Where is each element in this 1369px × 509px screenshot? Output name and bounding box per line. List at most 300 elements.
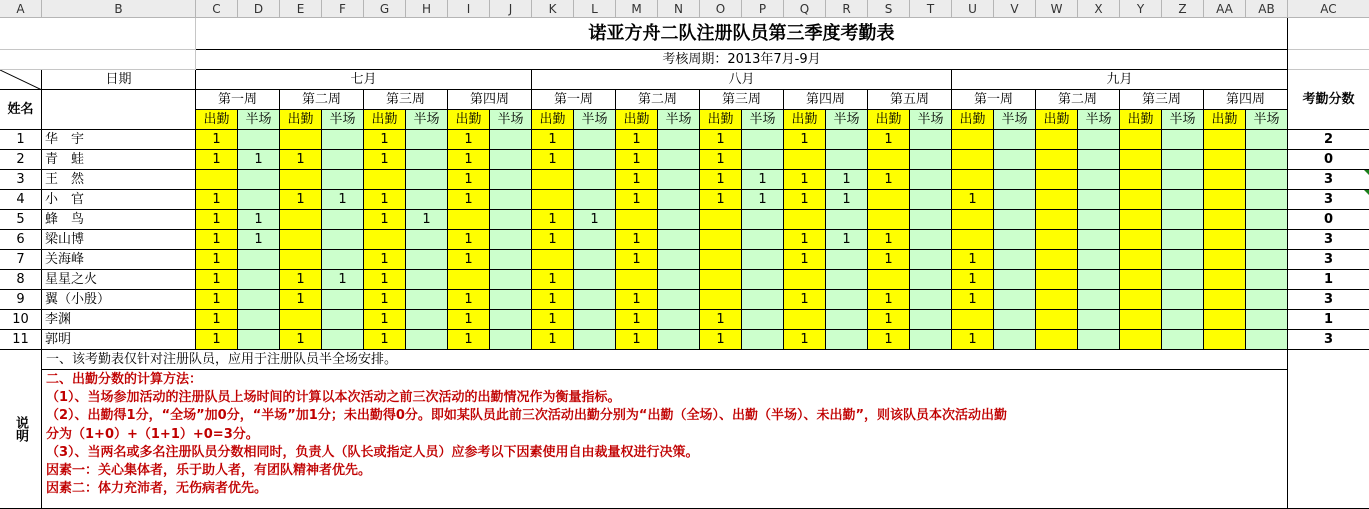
column-header[interactable]: M: [616, 0, 658, 18]
attendance-cell[interactable]: [1120, 270, 1162, 290]
attendance-cell[interactable]: [658, 150, 700, 170]
attendance-cell[interactable]: [238, 250, 280, 270]
column-header[interactable]: C: [196, 0, 238, 18]
attendance-cell[interactable]: [910, 230, 952, 250]
attendance-cell[interactable]: 1: [784, 250, 826, 270]
column-header[interactable]: Y: [1120, 0, 1162, 18]
attendance-cell[interactable]: [1204, 290, 1246, 310]
attendance-cell[interactable]: [532, 190, 574, 210]
attendance-cell[interactable]: [742, 210, 784, 230]
attendance-cell[interactable]: 1: [196, 130, 238, 150]
attendance-cell[interactable]: [1078, 330, 1120, 350]
attendance-cell[interactable]: [238, 270, 280, 290]
attendance-cell[interactable]: [1246, 230, 1288, 250]
attendance-cell[interactable]: [910, 170, 952, 190]
attendance-cell[interactable]: [994, 290, 1036, 310]
attendance-cell[interactable]: [658, 330, 700, 350]
column-header[interactable]: Q: [784, 0, 826, 18]
member-name[interactable]: 青 蛙: [42, 150, 196, 170]
attendance-cell[interactable]: [574, 290, 616, 310]
attendance-cell[interactable]: 1: [238, 210, 280, 230]
member-number[interactable]: 10: [0, 310, 42, 330]
attendance-cell[interactable]: [1246, 270, 1288, 290]
attendance-cell[interactable]: 1: [784, 290, 826, 310]
attendance-cell[interactable]: [826, 130, 868, 150]
attendance-cell[interactable]: [952, 230, 994, 250]
attendance-cell[interactable]: 1: [952, 250, 994, 270]
attendance-cell[interactable]: 1: [784, 170, 826, 190]
column-header[interactable]: P: [742, 0, 784, 18]
attendance-cell[interactable]: 1: [700, 310, 742, 330]
attendance-cell[interactable]: [742, 290, 784, 310]
attendance-cell[interactable]: [280, 230, 322, 250]
attendance-cell[interactable]: [994, 210, 1036, 230]
attendance-cell[interactable]: [1120, 330, 1162, 350]
attendance-cell[interactable]: 1: [280, 330, 322, 350]
member-name[interactable]: 李渊: [42, 310, 196, 330]
attendance-cell[interactable]: 1: [196, 150, 238, 170]
attendance-cell[interactable]: 1: [448, 230, 490, 250]
attendance-cell[interactable]: [322, 310, 364, 330]
member-score[interactable]: 3: [1288, 290, 1369, 310]
attendance-cell[interactable]: [1246, 330, 1288, 350]
member-number[interactable]: 8: [0, 270, 42, 290]
attendance-cell[interactable]: [574, 170, 616, 190]
attendance-cell[interactable]: 1: [700, 170, 742, 190]
attendance-cell[interactable]: 1: [532, 230, 574, 250]
attendance-cell[interactable]: [490, 150, 532, 170]
attendance-cell[interactable]: 1: [574, 210, 616, 230]
attendance-cell[interactable]: 1: [952, 330, 994, 350]
attendance-cell[interactable]: 1: [784, 230, 826, 250]
attendance-cell[interactable]: [1162, 210, 1204, 230]
attendance-cell[interactable]: [742, 330, 784, 350]
attendance-cell[interactable]: [1246, 170, 1288, 190]
attendance-cell[interactable]: 1: [784, 190, 826, 210]
attendance-cell[interactable]: [952, 170, 994, 190]
member-name[interactable]: 王 然: [42, 170, 196, 190]
attendance-cell[interactable]: [784, 270, 826, 290]
member-number[interactable]: 4: [0, 190, 42, 210]
attendance-cell[interactable]: [994, 130, 1036, 150]
attendance-cell[interactable]: [1204, 330, 1246, 350]
attendance-cell[interactable]: [1162, 130, 1204, 150]
column-header[interactable]: H: [406, 0, 448, 18]
attendance-cell[interactable]: 1: [868, 230, 910, 250]
attendance-cell[interactable]: [1162, 330, 1204, 350]
column-header[interactable]: AA: [1204, 0, 1246, 18]
attendance-cell[interactable]: 1: [616, 130, 658, 150]
attendance-cell[interactable]: 1: [448, 170, 490, 190]
attendance-cell[interactable]: [826, 210, 868, 230]
column-header[interactable]: K: [532, 0, 574, 18]
column-header[interactable]: E: [280, 0, 322, 18]
attendance-cell[interactable]: [322, 250, 364, 270]
attendance-cell[interactable]: [1036, 270, 1078, 290]
attendance-cell[interactable]: [910, 130, 952, 150]
column-header[interactable]: L: [574, 0, 616, 18]
attendance-cell[interactable]: 1: [532, 330, 574, 350]
attendance-cell[interactable]: [574, 310, 616, 330]
attendance-cell[interactable]: [406, 170, 448, 190]
attendance-cell[interactable]: [910, 190, 952, 210]
attendance-cell[interactable]: [406, 290, 448, 310]
attendance-cell[interactable]: [238, 290, 280, 310]
member-score[interactable]: 1: [1288, 270, 1369, 290]
attendance-cell[interactable]: [1162, 290, 1204, 310]
attendance-cell[interactable]: [406, 190, 448, 210]
attendance-cell[interactable]: 1: [322, 270, 364, 290]
attendance-cell[interactable]: [1078, 270, 1120, 290]
attendance-cell[interactable]: [868, 270, 910, 290]
attendance-cell[interactable]: [952, 310, 994, 330]
attendance-cell[interactable]: [574, 150, 616, 170]
attendance-cell[interactable]: 1: [700, 190, 742, 210]
member-number[interactable]: 7: [0, 250, 42, 270]
attendance-cell[interactable]: [994, 270, 1036, 290]
attendance-cell[interactable]: 1: [532, 150, 574, 170]
attendance-cell[interactable]: 1: [364, 310, 406, 330]
attendance-cell[interactable]: [1204, 250, 1246, 270]
attendance-cell[interactable]: 1: [196, 270, 238, 290]
attendance-cell[interactable]: [280, 250, 322, 270]
attendance-cell[interactable]: [1246, 130, 1288, 150]
attendance-cell[interactable]: [1036, 130, 1078, 150]
attendance-cell[interactable]: [322, 230, 364, 250]
attendance-cell[interactable]: 1: [532, 270, 574, 290]
attendance-cell[interactable]: [1204, 190, 1246, 210]
attendance-cell[interactable]: [994, 330, 1036, 350]
member-name[interactable]: 华 宇: [42, 130, 196, 150]
column-header[interactable]: B: [42, 0, 196, 18]
attendance-cell[interactable]: [658, 250, 700, 270]
attendance-cell[interactable]: 1: [406, 210, 448, 230]
attendance-cell[interactable]: [406, 330, 448, 350]
attendance-cell[interactable]: [1120, 290, 1162, 310]
attendance-cell[interactable]: [238, 310, 280, 330]
column-header[interactable]: O: [700, 0, 742, 18]
attendance-cell[interactable]: 1: [826, 190, 868, 210]
attendance-cell[interactable]: 1: [364, 190, 406, 210]
attendance-cell[interactable]: [490, 330, 532, 350]
attendance-cell[interactable]: [490, 170, 532, 190]
attendance-cell[interactable]: [1120, 190, 1162, 210]
attendance-cell[interactable]: [994, 190, 1036, 210]
attendance-cell[interactable]: 1: [448, 330, 490, 350]
attendance-cell[interactable]: [238, 170, 280, 190]
attendance-cell[interactable]: [1162, 310, 1204, 330]
member-name[interactable]: 小 官: [42, 190, 196, 210]
attendance-cell[interactable]: [1204, 210, 1246, 230]
attendance-cell[interactable]: [1036, 170, 1078, 190]
attendance-cell[interactable]: 1: [700, 150, 742, 170]
attendance-cell[interactable]: [868, 150, 910, 170]
attendance-cell[interactable]: 1: [448, 190, 490, 210]
attendance-cell[interactable]: 1: [784, 330, 826, 350]
attendance-cell[interactable]: [1204, 230, 1246, 250]
attendance-cell[interactable]: [658, 190, 700, 210]
attendance-cell[interactable]: [1120, 150, 1162, 170]
attendance-cell[interactable]: [742, 310, 784, 330]
attendance-cell[interactable]: 1: [238, 230, 280, 250]
attendance-cell[interactable]: 1: [280, 150, 322, 170]
member-number[interactable]: 3: [0, 170, 42, 190]
attendance-cell[interactable]: 1: [448, 310, 490, 330]
attendance-cell[interactable]: [910, 270, 952, 290]
attendance-cell[interactable]: [322, 290, 364, 310]
attendance-cell[interactable]: 1: [322, 190, 364, 210]
attendance-cell[interactable]: [994, 250, 1036, 270]
column-header[interactable]: W: [1036, 0, 1078, 18]
attendance-cell[interactable]: 1: [532, 310, 574, 330]
attendance-cell[interactable]: 1: [868, 310, 910, 330]
attendance-cell[interactable]: 1: [868, 170, 910, 190]
attendance-cell[interactable]: [826, 250, 868, 270]
attendance-cell[interactable]: 1: [700, 130, 742, 150]
attendance-cell[interactable]: [700, 210, 742, 230]
attendance-cell[interactable]: [322, 150, 364, 170]
attendance-cell[interactable]: 1: [364, 210, 406, 230]
member-number[interactable]: 1: [0, 130, 42, 150]
attendance-cell[interactable]: 1: [826, 230, 868, 250]
attendance-cell[interactable]: [490, 130, 532, 150]
member-name[interactable]: 蜂 鸟: [42, 210, 196, 230]
attendance-cell[interactable]: [1204, 270, 1246, 290]
attendance-cell[interactable]: [1036, 310, 1078, 330]
attendance-cell[interactable]: 1: [532, 290, 574, 310]
attendance-cell[interactable]: [994, 150, 1036, 170]
attendance-cell[interactable]: [1120, 130, 1162, 150]
attendance-cell[interactable]: [910, 290, 952, 310]
attendance-cell[interactable]: [1078, 250, 1120, 270]
attendance-cell[interactable]: [490, 250, 532, 270]
member-number[interactable]: 2: [0, 150, 42, 170]
attendance-cell[interactable]: 1: [616, 310, 658, 330]
attendance-cell[interactable]: [490, 290, 532, 310]
attendance-cell[interactable]: 1: [280, 190, 322, 210]
attendance-cell[interactable]: [1036, 230, 1078, 250]
attendance-cell[interactable]: [574, 230, 616, 250]
attendance-cell[interactable]: [1162, 250, 1204, 270]
attendance-cell[interactable]: 1: [952, 270, 994, 290]
attendance-cell[interactable]: [784, 210, 826, 230]
attendance-cell[interactable]: [994, 230, 1036, 250]
attendance-cell[interactable]: [1036, 150, 1078, 170]
attendance-cell[interactable]: [742, 270, 784, 290]
attendance-cell[interactable]: [1120, 230, 1162, 250]
attendance-cell[interactable]: [238, 330, 280, 350]
attendance-cell[interactable]: [658, 210, 700, 230]
column-header[interactable]: V: [994, 0, 1036, 18]
attendance-cell[interactable]: [1162, 230, 1204, 250]
attendance-cell[interactable]: [910, 210, 952, 230]
column-header[interactable]: Z: [1162, 0, 1204, 18]
attendance-cell[interactable]: [910, 150, 952, 170]
attendance-cell[interactable]: 1: [364, 250, 406, 270]
attendance-cell[interactable]: [532, 170, 574, 190]
attendance-cell[interactable]: [490, 190, 532, 210]
attendance-cell[interactable]: [742, 150, 784, 170]
attendance-cell[interactable]: [532, 250, 574, 270]
attendance-cell[interactable]: 1: [784, 130, 826, 150]
attendance-cell[interactable]: [658, 130, 700, 150]
member-score[interactable]: 3: [1288, 250, 1369, 270]
attendance-cell[interactable]: [910, 330, 952, 350]
attendance-cell[interactable]: 1: [364, 150, 406, 170]
member-name[interactable]: 星星之火: [42, 270, 196, 290]
attendance-cell[interactable]: [1162, 190, 1204, 210]
column-header[interactable]: S: [868, 0, 910, 18]
column-header[interactable]: R: [826, 0, 868, 18]
attendance-cell[interactable]: [826, 330, 868, 350]
attendance-cell[interactable]: [1078, 150, 1120, 170]
attendance-cell[interactable]: 1: [868, 330, 910, 350]
attendance-cell[interactable]: [322, 330, 364, 350]
attendance-cell[interactable]: [490, 210, 532, 230]
column-header[interactable]: J: [490, 0, 532, 18]
column-header[interactable]: U: [952, 0, 994, 18]
attendance-cell[interactable]: [490, 230, 532, 250]
member-score[interactable]: 3: [1288, 190, 1369, 210]
member-score[interactable]: 0: [1288, 150, 1369, 170]
attendance-cell[interactable]: [742, 250, 784, 270]
attendance-cell[interactable]: [1078, 190, 1120, 210]
attendance-cell[interactable]: 1: [742, 170, 784, 190]
attendance-cell[interactable]: 1: [448, 150, 490, 170]
attendance-cell[interactable]: [406, 250, 448, 270]
attendance-cell[interactable]: [742, 130, 784, 150]
member-score[interactable]: 3: [1288, 330, 1369, 350]
column-header[interactable]: AC: [1288, 0, 1369, 18]
attendance-cell[interactable]: [826, 150, 868, 170]
attendance-cell[interactable]: 1: [448, 250, 490, 270]
attendance-cell[interactable]: [448, 270, 490, 290]
attendance-cell[interactable]: 1: [532, 210, 574, 230]
member-number[interactable]: 5: [0, 210, 42, 230]
attendance-cell[interactable]: 1: [616, 170, 658, 190]
attendance-cell[interactable]: [1246, 310, 1288, 330]
attendance-cell[interactable]: [1120, 250, 1162, 270]
attendance-cell[interactable]: [364, 230, 406, 250]
member-name[interactable]: 梁山博: [42, 230, 196, 250]
attendance-cell[interactable]: [1246, 210, 1288, 230]
attendance-cell[interactable]: [448, 210, 490, 230]
attendance-cell[interactable]: 1: [868, 290, 910, 310]
attendance-cell[interactable]: [280, 130, 322, 150]
attendance-cell[interactable]: [742, 230, 784, 250]
attendance-cell[interactable]: [406, 310, 448, 330]
attendance-cell[interactable]: [868, 190, 910, 210]
attendance-cell[interactable]: [1246, 150, 1288, 170]
attendance-cell[interactable]: 1: [238, 150, 280, 170]
attendance-cell[interactable]: [700, 270, 742, 290]
attendance-cell[interactable]: 1: [868, 130, 910, 150]
attendance-cell[interactable]: 1: [952, 290, 994, 310]
attendance-cell[interactable]: 1: [616, 190, 658, 210]
member-name[interactable]: 关海峰: [42, 250, 196, 270]
attendance-cell[interactable]: [910, 310, 952, 330]
attendance-cell[interactable]: [658, 170, 700, 190]
attendance-cell[interactable]: 1: [616, 150, 658, 170]
attendance-cell[interactable]: [952, 150, 994, 170]
column-header[interactable]: A: [0, 0, 42, 18]
attendance-cell[interactable]: 1: [196, 290, 238, 310]
column-header[interactable]: I: [448, 0, 490, 18]
attendance-cell[interactable]: [952, 130, 994, 150]
attendance-cell[interactable]: [700, 290, 742, 310]
attendance-cell[interactable]: [658, 310, 700, 330]
attendance-cell[interactable]: [1246, 290, 1288, 310]
member-name[interactable]: 郭明: [42, 330, 196, 350]
attendance-cell[interactable]: 1: [196, 330, 238, 350]
attendance-cell[interactable]: 1: [196, 310, 238, 330]
attendance-cell[interactable]: 1: [448, 130, 490, 150]
attendance-cell[interactable]: [238, 190, 280, 210]
attendance-cell[interactable]: [868, 210, 910, 230]
attendance-cell[interactable]: [658, 290, 700, 310]
attendance-cell[interactable]: [1078, 210, 1120, 230]
attendance-cell[interactable]: [700, 250, 742, 270]
attendance-cell[interactable]: 1: [952, 190, 994, 210]
attendance-cell[interactable]: 1: [364, 330, 406, 350]
attendance-cell[interactable]: [826, 310, 868, 330]
attendance-cell[interactable]: [784, 150, 826, 170]
column-header[interactable]: D: [238, 0, 280, 18]
attendance-cell[interactable]: 1: [280, 290, 322, 310]
attendance-cell[interactable]: [280, 170, 322, 190]
attendance-cell[interactable]: 1: [196, 190, 238, 210]
attendance-cell[interactable]: 1: [868, 250, 910, 270]
attendance-cell[interactable]: 1: [826, 170, 868, 190]
attendance-cell[interactable]: [574, 250, 616, 270]
attendance-cell[interactable]: [574, 270, 616, 290]
attendance-cell[interactable]: [826, 290, 868, 310]
column-header[interactable]: AB: [1246, 0, 1288, 18]
attendance-cell[interactable]: 1: [196, 210, 238, 230]
attendance-cell[interactable]: [574, 130, 616, 150]
member-score[interactable]: 2: [1288, 130, 1369, 150]
attendance-cell[interactable]: 1: [196, 250, 238, 270]
attendance-cell[interactable]: [1204, 310, 1246, 330]
attendance-cell[interactable]: [1036, 330, 1078, 350]
attendance-cell[interactable]: [1078, 310, 1120, 330]
attendance-cell[interactable]: [994, 170, 1036, 190]
attendance-cell[interactable]: [1036, 210, 1078, 230]
attendance-cell[interactable]: [364, 170, 406, 190]
attendance-cell[interactable]: [1120, 310, 1162, 330]
attendance-cell[interactable]: 1: [616, 330, 658, 350]
attendance-cell[interactable]: 1: [616, 250, 658, 270]
attendance-cell[interactable]: [280, 210, 322, 230]
column-header[interactable]: T: [910, 0, 952, 18]
attendance-cell[interactable]: [238, 130, 280, 150]
attendance-cell[interactable]: 1: [364, 270, 406, 290]
member-score[interactable]: 3: [1288, 170, 1369, 190]
attendance-cell[interactable]: [1078, 290, 1120, 310]
attendance-cell[interactable]: [784, 310, 826, 330]
attendance-cell[interactable]: 1: [700, 330, 742, 350]
attendance-cell[interactable]: [322, 130, 364, 150]
attendance-cell[interactable]: [322, 210, 364, 230]
attendance-cell[interactable]: [1036, 250, 1078, 270]
column-header[interactable]: F: [322, 0, 364, 18]
attendance-cell[interactable]: [406, 230, 448, 250]
attendance-cell[interactable]: [1162, 150, 1204, 170]
attendance-cell[interactable]: [1078, 170, 1120, 190]
attendance-cell[interactable]: 1: [364, 130, 406, 150]
attendance-cell[interactable]: [406, 130, 448, 150]
column-header[interactable]: N: [658, 0, 700, 18]
